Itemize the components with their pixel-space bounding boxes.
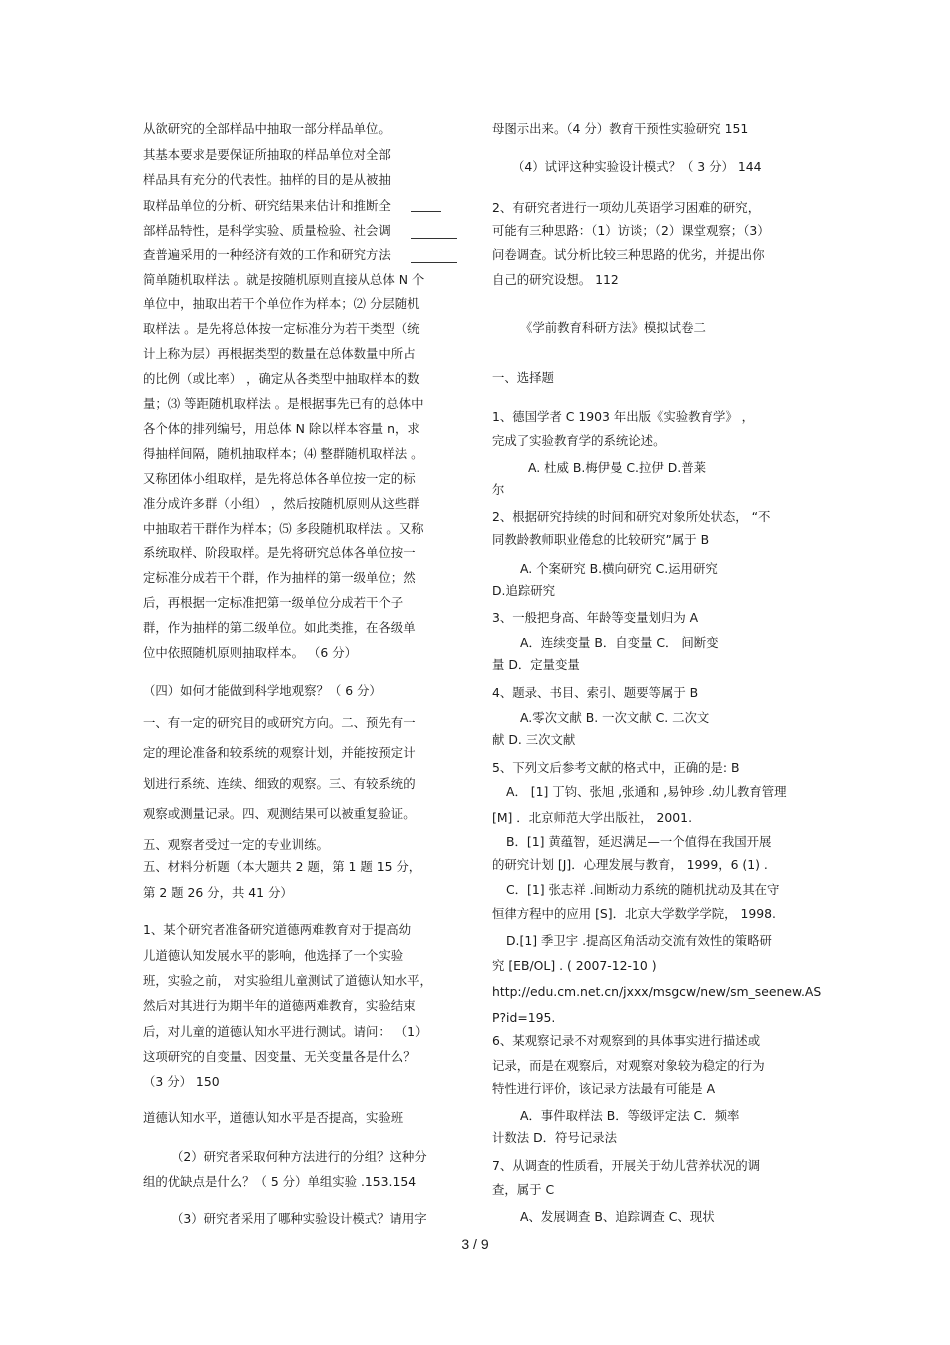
options-line: http://edu.cm.net.cn/jxxx/msgcw/new/sm_seenew.AS <box>492 984 822 999</box>
text-line: 取样品单位的分析、研究结果来估计和推断全 <box>143 198 391 213</box>
question-line: 3、一般把身高、年龄等变量划归为 A <box>492 610 699 625</box>
question-line: 4、题录、书目、索引、题要等属于 B <box>492 685 699 700</box>
text-line: （4）试评这种实验设计模式？（ 3 分） 144 <box>512 159 762 174</box>
text-line: 完成了实验教育学的系统论述。 <box>492 433 666 448</box>
options-line: A． [1] 丁钧、张旭 ,张通和 ,易钟珍 .幼儿教育管理 <box>506 784 787 799</box>
exam-title: 《学前教育科研方法》模拟试卷二 <box>520 320 706 335</box>
text-line: 母图示出来。（4 分）教育干预性实验研究 151 <box>492 121 749 136</box>
options-line: D.追踪研究 <box>492 583 556 598</box>
options-line: A、发展调查 B、追踪调查 C、现状 <box>520 1209 715 1224</box>
options-line: A.零次文献 B. 一次文献 C. 二次文 <box>520 710 710 725</box>
text-line: 中抽取若干群作为样本；⑸ 多段随机取样法 。又称 <box>143 521 424 536</box>
text-line: 其基本要求是要保证所抽取的样品单位对全部 <box>143 147 391 162</box>
options-line: C．[1] 张志祥 .间断动力系统的随机扰动及其在守 <box>506 882 780 897</box>
text-line: 后，再根据一定标准把第一级单位分成若干个子 <box>143 595 404 610</box>
options-line: 究 [EB/OL] . ( 2007-12-10 ) <box>492 958 657 973</box>
options-line: A. 个案研究 B.横向研究 C.运用研究 <box>520 561 718 576</box>
text-line: 自己的研究设想。 112 <box>492 272 619 287</box>
text-line: 一、有一定的研究目的或研究方向。二、预先有一 <box>143 715 416 730</box>
options-line: B．[1] 黄蕴智，延迟满足—一个值得在我国开展 <box>506 834 772 849</box>
answer-line: 道德认知水平，道德认知水平是否提高，实验班 <box>143 1110 404 1125</box>
text-line: 2、有研究者进行一项幼儿英语学习困难的研究， <box>492 200 761 215</box>
text-line: 组的优缺点是什么？（ 5 分）单组实验 .153.154 <box>143 1174 417 1189</box>
question-line: 1、德国学者 C 1903 年出版《实验教育学》 ， <box>492 409 755 424</box>
options-line: 计数法 D．符号记录法 <box>492 1130 617 1145</box>
text-line: （2）研究者采取何种方法进行的分组？这种分 <box>171 1149 427 1164</box>
text-line: 系统取样、阶段取样。是先将研究总体各单位按一 <box>143 545 416 560</box>
text-line: 简单随机取样法 。就是按随机原则直接从总体 N 个 <box>143 272 425 287</box>
blank-line <box>411 238 457 239</box>
text-line: 查普遍采用的一种经济有效的工作和研究方法 <box>143 247 391 262</box>
section-heading: 第 2 题 26 分，共 41 分） <box>143 885 293 900</box>
text-line: 定的理论准备和较系统的观察计划，并能按预定计 <box>143 745 416 760</box>
options-line: A. 杜威 B.梅伊曼 C.拉伊 D.普莱 <box>528 460 706 475</box>
text-line: 后，对儿童的道德认知水平进行测试。请问： （1） <box>143 1024 428 1039</box>
text-line: 定标准分成若干个群，作为抽样的第一级单位；然 <box>143 570 416 585</box>
question-line: 7、从调查的性质看，开展关于幼儿营养状况的调 <box>492 1158 761 1173</box>
text-line: 可能有三种思路：（1）访谈；（2）课堂观察；（3） <box>492 223 770 238</box>
text-line: 观察或测量记录。四、观测结果可以被重复验证。 <box>143 806 416 821</box>
text-line: （3）研究者采用了哪种实验设计模式？请用字 <box>171 1211 427 1226</box>
question-line: 6、某观察记录不对观察到的具体事实进行描述或 <box>492 1033 761 1048</box>
text-line: 样品具有充分的代表性。抽样的目的是从被抽 <box>143 172 391 187</box>
text-line: 各个体的排列编号，用总体 N 除以样本容量 n，求 <box>143 421 420 436</box>
text-line: 取样法 。是先将总体按一定标准分为若干类型（统 <box>143 321 420 336</box>
text-line: 然后对其进行为期半年的道德两难教育，实验结束 <box>143 998 416 1013</box>
text-line: 群，作为抽样的第二级单位。如此类推，在各级单 <box>143 620 416 635</box>
text-line: 划进行系统、连续、细致的观察。三、有较系统的 <box>143 776 416 791</box>
text-line: 得抽样间隔，随机抽取样本；⑷ 整群随机取样法 。 <box>143 446 424 461</box>
text-line: 部样品特性，是科学实验、质量检验、社会调 <box>143 223 391 238</box>
blank-line <box>411 211 441 212</box>
options-line: 尔 <box>492 482 505 497</box>
question-line: 2、根据研究持续的时间和研究对象所处状态， “不 <box>492 509 771 524</box>
options-line: A．事件取样法 B．等级评定法 C．频率 <box>520 1108 740 1123</box>
text-line: 查，属于 C <box>492 1182 555 1197</box>
text-line: 特性进行评价，该记录方法最有可能是 A <box>492 1081 716 1096</box>
text-line: 准分成许多群（小组） ，然后按随机原则从这些群 <box>143 496 420 511</box>
section-heading: 一、选择题 <box>492 370 554 385</box>
text-line: 儿道德认知发展水平的影响，他选择了一个实验 <box>143 948 404 963</box>
options-line: 的研究计划 [J]．心理发展与教育， 1999，6 (1) . <box>492 857 768 872</box>
text-line: 的比例（或比率） ，确定从各类型中抽取样本的数 <box>143 371 420 386</box>
text-line: 同教龄教师职业倦怠的比较研究”属于 B <box>492 532 710 547</box>
text-line: 量；⑶ 等距随机取样法 。是根据事先已有的总体中 <box>143 396 424 411</box>
options-line: 献 D. 三次文献 <box>492 732 576 747</box>
text-line: 这项研究的自变量、因变量、无关变量各是什么？ <box>143 1049 416 1064</box>
options-line: D.[1] 季卫宇 .提高区角活动交流有效性的策略研 <box>506 933 772 948</box>
question-line: 5、下列文后参考文献的格式中，正确的是: B <box>492 760 740 775</box>
question-heading: （四）如何才能做到科学地观察？（ 6 分） <box>143 683 382 698</box>
options-line: [M] ．北京师范大学出版社， 2001. <box>492 810 693 825</box>
text-line: 计上称为层）再根据类型的数量在总体数量中所占 <box>143 346 416 361</box>
text-line: 五、观察者受过一定的专业训练。 <box>143 837 329 852</box>
text-line: 又称团体小组取样，是先将总体各单位按一定的标 <box>143 471 416 486</box>
section-heading: 五、材料分析题（本大题共 2 题，第 1 题 15 分， <box>143 859 422 874</box>
text-line: 单位中，抽取出若干个单位作为样本；⑵ 分层随机 <box>143 296 420 311</box>
text-line: 记录，而是在观察后，对观察对象较为稳定的行为 <box>492 1058 765 1073</box>
options-line: P?id=195. <box>492 1010 556 1025</box>
blank-line <box>411 262 457 263</box>
text-line: （3 分） 150 <box>143 1074 220 1089</box>
text-line: 1、某个研究者准备研究道德两难教育对于提高幼 <box>143 922 412 937</box>
page-number: 3 / 9 <box>461 1236 489 1252</box>
text-line: 班，实验之前， 对实验组儿童测试了道德认知水平， <box>143 973 432 988</box>
text-line: 从欲研究的全部样品中抽取一部分样品单位。 <box>143 121 391 136</box>
options-line: 恒律方程中的应用 [S]．北京大学数学学院， 1998. <box>492 906 776 921</box>
text-line: 位中依照随机原则抽取样本。 （6 分） <box>143 645 358 660</box>
options-line: A．连续变量 B．自变量 C． 间断变 <box>520 635 719 650</box>
text-line: 问卷调查。试分析比较三种思路的优劣，并提出你 <box>492 247 765 262</box>
options-line: 量 D．定量变量 <box>492 657 580 672</box>
